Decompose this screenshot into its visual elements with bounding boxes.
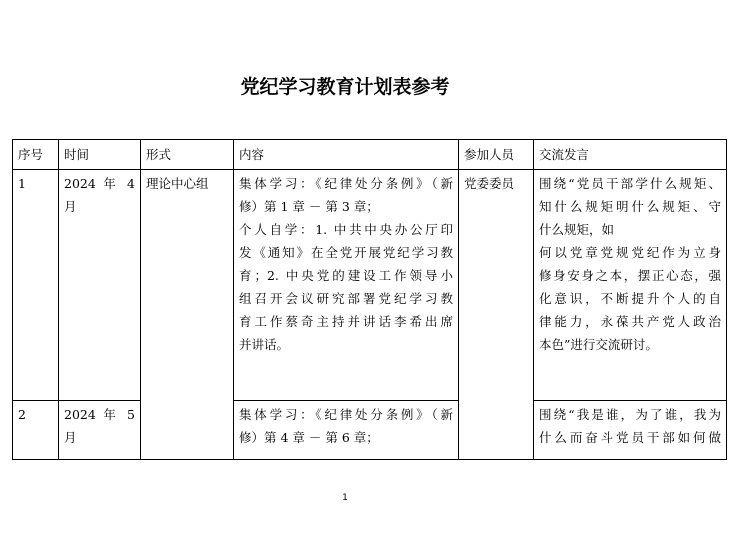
speech-cell bbox=[534, 170, 727, 401]
page-number: 1 bbox=[342, 493, 348, 503]
speech-line: 知什么规矩明什么规矩、守 bbox=[539, 199, 721, 214]
content-line: 集体学习：《纪律处分条例》（新 bbox=[239, 176, 453, 191]
header-participants: 参加人员 bbox=[459, 140, 534, 170]
plan-table bbox=[12, 139, 727, 460]
table-row bbox=[13, 401, 727, 460]
header-seq: 序号 bbox=[13, 140, 59, 170]
time-line: 2024 年 5 bbox=[64, 407, 135, 422]
content-line: 集体学习：《纪律处分条例》（新 bbox=[239, 407, 453, 422]
content-cell bbox=[234, 170, 459, 401]
content-line: 育工作蔡奇主持并讲话李希出席 bbox=[239, 314, 453, 329]
content-cell bbox=[234, 401, 459, 460]
content-line: 育；2. 中央党的建设工作领导小 bbox=[239, 268, 453, 283]
content-line: 个人自学：1. 中共中央办公厅印 bbox=[239, 222, 453, 237]
table-row bbox=[13, 170, 727, 401]
content-line: 修）第 1 章 － 第 3 章； bbox=[239, 199, 379, 214]
speech-line: 围绕“党员干部学什么规矩、 bbox=[539, 176, 721, 191]
speech-line: 何以党章党规党纪作为立身 bbox=[539, 245, 721, 260]
speech-line: 围绕“我是谁，为了谁，我为 bbox=[539, 407, 721, 422]
speech-line: 律能力，永葆共产党人政治 bbox=[539, 314, 721, 329]
speech-cell bbox=[534, 401, 727, 460]
speech-line: 化意识，不断提升个人的自 bbox=[539, 291, 721, 306]
content-line: 修）第 4 章 － 第 6 章； bbox=[239, 430, 379, 445]
speech-line: 什么规矩，如 bbox=[539, 222, 615, 237]
form-cell: 理论中心组 bbox=[141, 170, 234, 460]
time-line: 2024 年 4 bbox=[64, 176, 135, 191]
header-form: 形式 bbox=[141, 140, 234, 170]
content-line: 并讲话。 bbox=[239, 337, 290, 352]
seq-cell: 2 bbox=[13, 401, 59, 460]
time-line: 月 bbox=[64, 430, 77, 445]
speech-line: 本色”进行交流研讨。 bbox=[539, 337, 658, 352]
seq-cell: 1 bbox=[13, 170, 59, 401]
header-speech: 交流发言 bbox=[534, 140, 727, 170]
document-title: 党纪学习教育计划表参考 bbox=[240, 76, 450, 98]
header-content: 内容 bbox=[234, 140, 459, 170]
time-line: 月 bbox=[64, 199, 77, 214]
time-cell bbox=[59, 401, 141, 460]
header-time: 时间 bbox=[59, 140, 141, 170]
content-line: 发《通知》在全党开展党纪学习教 bbox=[239, 245, 453, 260]
content-line: 组召开会议研究部署党纪学习教 bbox=[239, 291, 453, 306]
speech-line: 修身安身之本，摆正心态，强 bbox=[539, 268, 721, 283]
time-cell bbox=[59, 170, 141, 401]
table-header-row bbox=[13, 140, 727, 170]
participants-cell: 党委委员 bbox=[459, 170, 534, 460]
speech-line: 什么而奋斗党员干部如何做 bbox=[539, 430, 721, 445]
